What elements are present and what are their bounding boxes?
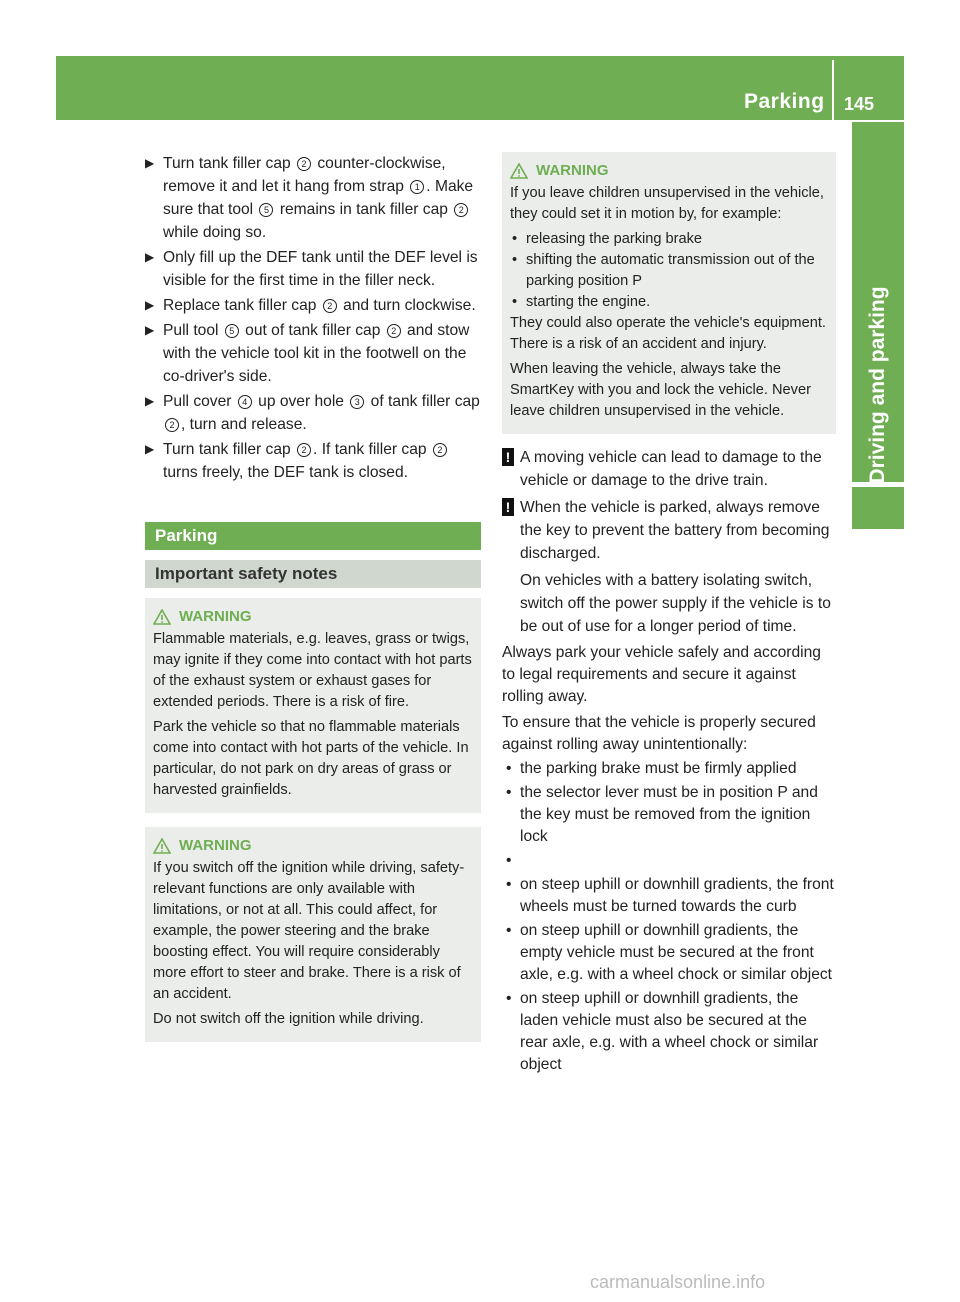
chapter-tab-label: Driving and parking	[866, 286, 889, 484]
section-heading-parking: Parking	[145, 522, 481, 550]
callout-number-icon: 2	[297, 443, 311, 457]
list-item: • the selector lever must be in position P and the key must be removed from the ignition lock	[502, 782, 836, 848]
step-text: Pull cover	[163, 393, 236, 410]
note-text: A moving vehicle can lead to damage to the vehicle or damage to the drive train.	[520, 449, 822, 489]
exclamation-icon: !	[502, 448, 514, 466]
step-text: and turn clockwise.	[338, 297, 476, 314]
callout-number-icon: 4	[238, 395, 252, 409]
step-text: Replace tank filler cap	[163, 297, 321, 314]
callout-number-icon: 2	[454, 203, 468, 217]
list-item	[502, 850, 836, 872]
instruction-step	[145, 438, 481, 484]
step-text: while doing so.	[163, 224, 267, 241]
instruction-steps	[145, 152, 481, 484]
body-paragraph: To ensure that the vehicle is properly secured against rolling away unintentionally:	[502, 714, 816, 753]
warning-bullet: • releasing the parking brake	[510, 229, 828, 250]
warning-text: They could also operate the vehicle's equipment. There is a risk of an accident and injury.	[510, 315, 826, 352]
warning-box-ignition	[145, 827, 481, 1042]
chapter-side-marker	[852, 487, 904, 529]
step-text: . Make sure that tool	[163, 178, 474, 218]
warning-label: WARNING	[179, 608, 252, 625]
note-text: On vehicles with a battery isolating switch, switch off the power supply if the vehicle is to be out of use for a longer period of time.	[520, 572, 831, 635]
step-arrow-icon: ▶	[145, 323, 155, 337]
step-text: . If tank filler cap	[313, 441, 431, 458]
warning-triangle-icon	[153, 838, 171, 854]
callout-number-icon: 2	[323, 299, 337, 313]
header-separator	[832, 60, 834, 120]
step-arrow-icon: ▶	[145, 298, 155, 312]
list-item: • on steep uphill or downhill gradients, the laden vehicle must also be secured at the rear axle, e.g. with a wheel chock or similar object	[502, 988, 836, 1076]
callout-number-icon: 2	[165, 418, 179, 432]
warning-label: WARNING	[179, 837, 252, 854]
note-text: When the vehicle is parked, always remove the key to prevent the battery from becoming discharged.	[520, 499, 830, 562]
callout-number-icon: 2	[297, 157, 311, 171]
instruction-step	[145, 319, 481, 388]
page-number: 145	[844, 94, 875, 114]
warning-text: Do not switch off the ignition while driving.	[153, 1011, 424, 1027]
step-arrow-icon: ▶	[145, 442, 155, 456]
warning-box-children	[502, 152, 836, 434]
right-column	[502, 152, 836, 1076]
step-text: of tank filler cap	[366, 393, 480, 410]
note-item	[502, 496, 836, 638]
warning-triangle-icon	[153, 609, 171, 625]
warning-text: Park the vehicle so that no flammable materials come into contact with hot parts of the vehicle. In particular, do not park on dry areas of grass or harvested grainfields.	[153, 719, 469, 798]
list-item: • the parking brake must be firmly applied	[502, 758, 836, 780]
warning-text: When leaving the vehicle, always take the SmartKey with you and lock the vehicle. Never leave children unsupervised in the vehicle.	[510, 361, 811, 419]
callout-number-icon: 1	[410, 180, 424, 194]
exclamation-icon: !	[502, 498, 514, 516]
step-text: Turn tank filler cap	[163, 155, 296, 172]
step-arrow-icon: ▶	[145, 250, 155, 264]
step-text: up over hole	[253, 393, 349, 410]
instruction-step	[145, 152, 481, 244]
watermark-footer: carmanualsonline.info	[590, 1272, 766, 1292]
step-text: Turn tank filler cap	[163, 441, 296, 458]
step-text: and stow with the vehicle tool kit in the footwell on the co-driver's side.	[163, 322, 470, 385]
warning-bullet: • starting the engine.	[510, 292, 828, 313]
list-item: • on steep uphill or downhill gradients, the empty vehicle must be secured at the front axle, e.g. with a wheel chock or similar object	[502, 920, 836, 986]
warning-text: Flammable materials, e.g. leaves, grass or twigs, may ignite if they come into contact with hot parts of the exhaust system or exhaust gases for extended periods. There is a risk of fire.	[153, 631, 472, 710]
running-header-title: Parking	[744, 90, 825, 113]
step-text: counter-clockwise, remove it and let it hang from strap	[163, 155, 446, 195]
step-text: remains in tank filler cap	[275, 201, 453, 218]
instruction-step	[145, 294, 481, 317]
step-arrow-icon: ▶	[145, 156, 155, 170]
list-item: • on steep uphill or downhill gradients, the front wheels must be turned towards the curb	[502, 874, 836, 918]
warning-box-fire	[145, 598, 481, 813]
subsection-heading-safety: Important safety notes	[145, 560, 481, 588]
note-item	[502, 446, 836, 492]
callout-number-icon: 2	[433, 443, 447, 457]
step-text: turns freely, the DEF tank is closed.	[163, 464, 408, 481]
callout-number-icon: 2	[387, 324, 401, 338]
warning-header	[510, 160, 828, 181]
warning-triangle-icon	[510, 163, 528, 179]
instruction-step	[145, 246, 481, 292]
warning-bullet: • shifting the automatic transmission out of the parking position P	[510, 250, 828, 292]
callout-number-icon: 3	[350, 395, 364, 409]
warning-text: If you leave children unsupervised in the vehicle, they could set it in motion by, for example:	[510, 185, 824, 222]
warning-label: WARNING	[536, 162, 609, 179]
step-text: , turn and release.	[181, 416, 307, 433]
step-text: Only fill up the DEF tank until the DEF level is visible for the first time in the filler neck.	[163, 249, 478, 289]
warning-header	[153, 606, 473, 627]
left-column	[145, 152, 481, 1042]
warning-text: If you switch off the ignition while driving, safety-relevant functions are only available with limitations, or not at all. This could affect, for example, the power steering and the brake boosting effect. You will require considerably more effort to steer and brake. There is a risk of an accident.	[153, 860, 465, 1002]
step-text: out of tank filler cap	[240, 322, 385, 339]
instruction-step	[145, 390, 481, 436]
body-paragraph: Always park your vehicle safely and according to legal requirements and secure it against rolling away.	[502, 644, 821, 705]
step-text: Pull tool	[163, 322, 223, 339]
step-arrow-icon: ▶	[145, 394, 155, 408]
callout-number-icon: 5	[225, 324, 239, 338]
callout-number-icon: 5	[259, 203, 273, 217]
warning-header	[153, 835, 473, 856]
